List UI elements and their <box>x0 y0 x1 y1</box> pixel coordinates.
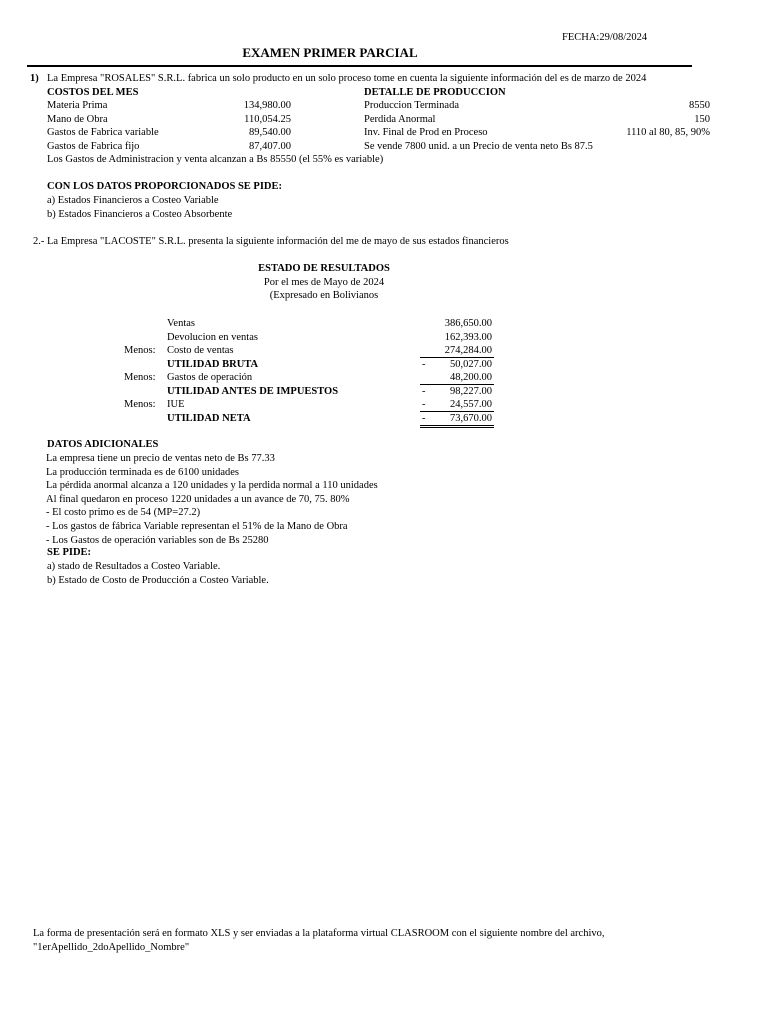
production-label: Inv. Final de Prod en Proceso <box>364 127 488 139</box>
statement-sign: - <box>422 412 426 424</box>
extra-data-line: - Los gastos de fábrica Variable representan el 51% de la Mano de Obra <box>46 521 348 532</box>
statement-value: 50,027.00 <box>450 358 492 370</box>
statement-period: Por el mes de Mayo de 2024 <box>263 277 385 288</box>
statement-prefix: Menos: <box>124 372 156 383</box>
statement-label: UTILIDAD NETA <box>167 412 251 424</box>
q1-ask-title: CON LOS DATOS PROPORCIONADOS SE PIDE: <box>47 181 283 192</box>
statement-title: ESTADO DE RESULTADOS <box>258 263 390 274</box>
statement-sign: - <box>422 358 426 370</box>
cost-label: Gastos de Fabrica variable <box>47 127 159 139</box>
amount-underline <box>420 357 494 358</box>
amount-underline <box>420 427 494 428</box>
footer-instructions: La forma de presentación será en formato XLS y ser enviadas a la plataforma virtual CLASROOM con el siguiente nombre del archivo, <box>33 928 605 939</box>
cost-value: 87,407.00 <box>249 141 291 153</box>
extra-data-line: Al final quedaron en proceso 1220 unidades a un avance de 70, 75. 80% <box>46 493 350 505</box>
q1-intro: La Empresa "ROSALES" S.R.L. fabrica un solo producto en un solo proceso tome en cuenta la siguiente información del es de marzo de 2024 <box>47 73 647 84</box>
extra-data-line: La pérdida anormal alcanza a 120 unidades y la perdida normal a 110 unidades <box>46 480 378 492</box>
statement-currency: (Expresado en Bolivianos <box>269 290 379 301</box>
cost-value: 89,540.00 <box>249 127 291 139</box>
statement-value: 162,393.00 <box>444 331 492 343</box>
statement-label: Costo de ventas <box>167 345 234 356</box>
q2-intro: 2.- La Empresa "LACOSTE" S.R.L. presenta la siguiente información del me de mayo de sus estados financieros <box>33 236 509 247</box>
q1-costs-title: COSTOS DEL MES <box>47 87 139 98</box>
statement-sign: - <box>422 399 426 410</box>
statement-label: Ventas <box>167 318 195 329</box>
exam-title-text: EXAMEN PRIMER PARCIAL <box>242 45 418 60</box>
footer-filename: "1erApellido_2doApellido_Nombre" <box>33 942 190 953</box>
q2-ask-b: b) Estado de Costo de Producción a Costeo Variable. <box>47 575 269 586</box>
statement-label: Gastos de operación <box>167 372 253 383</box>
extra-data-line: La empresa tiene un precio de ventas neto de Bs 77.33 <box>46 453 275 464</box>
statement-prefix: Menos: <box>124 399 156 410</box>
q2-ask-title: SE PIDE: <box>47 547 92 558</box>
statement-prefix: Menos: <box>124 345 156 356</box>
production-value: 150 <box>694 113 710 125</box>
statement-value: 73,670.00 <box>450 412 492 424</box>
q1-number: 1) <box>30 73 39 84</box>
statement-label: UTILIDAD ANTES DE IMPUESTOS <box>167 385 339 397</box>
production-value: 8550 <box>689 100 710 111</box>
production-label: Perdida Anormal <box>364 113 436 125</box>
cost-value: 134,980.00 <box>243 100 291 111</box>
statement-value: 274,284.00 <box>444 345 492 356</box>
production-label: Produccion Terminada <box>364 100 460 111</box>
statement-value: 386,650.00 <box>444 318 492 329</box>
extra-data-title: DATOS ADICIONALES <box>47 439 159 450</box>
amount-underline <box>420 425 494 426</box>
statement-sign: - <box>422 385 426 397</box>
statement-label: UTILIDAD BRUTA <box>167 358 259 370</box>
statement-value: 98,227.00 <box>450 385 492 397</box>
cost-value: 110,054.25 <box>244 113 291 125</box>
extra-data-line: - Los Gastos de operación variables son de Bs 25280 <box>46 534 269 546</box>
statement-label: IUE <box>167 399 185 410</box>
cost-label: Gastos de Fabrica fijo <box>47 141 140 153</box>
q1-ask-a: a) Estados Financieros a Costeo Variable <box>47 195 219 206</box>
production-value: 1110 al 80, 85, 90% <box>626 127 710 139</box>
extra-data-line: - El costo primo es de 54 (MP=27.2) <box>46 507 201 519</box>
q1-sale-note: Se vende 7800 unid. a un Precio de venta neto Bs 87.5 <box>364 141 593 152</box>
amount-underline <box>420 411 494 412</box>
statement-label: Devolucion en ventas <box>167 331 258 343</box>
q2-ask-a: a) stado de Resultados a Costeo Variable. <box>47 561 221 572</box>
q1-ask-b: b) Estados Financieros a Costeo Absorbente <box>47 209 233 220</box>
exam-title <box>0 45 660 60</box>
cost-label: Mano de Obra <box>47 113 108 125</box>
exam-date: FECHA:29/08/2024 <box>562 32 648 43</box>
title-underline <box>27 65 692 67</box>
q1-production-title: DETALLE DE PRODUCCION <box>364 87 506 98</box>
statement-value: 24,557.00 <box>450 399 492 410</box>
extra-data-line: La producción terminada es de 6100 unidades <box>46 466 240 478</box>
cost-label: Materia Prima <box>47 100 108 111</box>
amount-underline <box>420 384 494 385</box>
statement-value: 48,200.00 <box>450 372 492 383</box>
q1-admin-note: Los Gastos de Administracion y venta alcanzan a Bs 85550 (el 55% es variable) <box>47 154 384 165</box>
